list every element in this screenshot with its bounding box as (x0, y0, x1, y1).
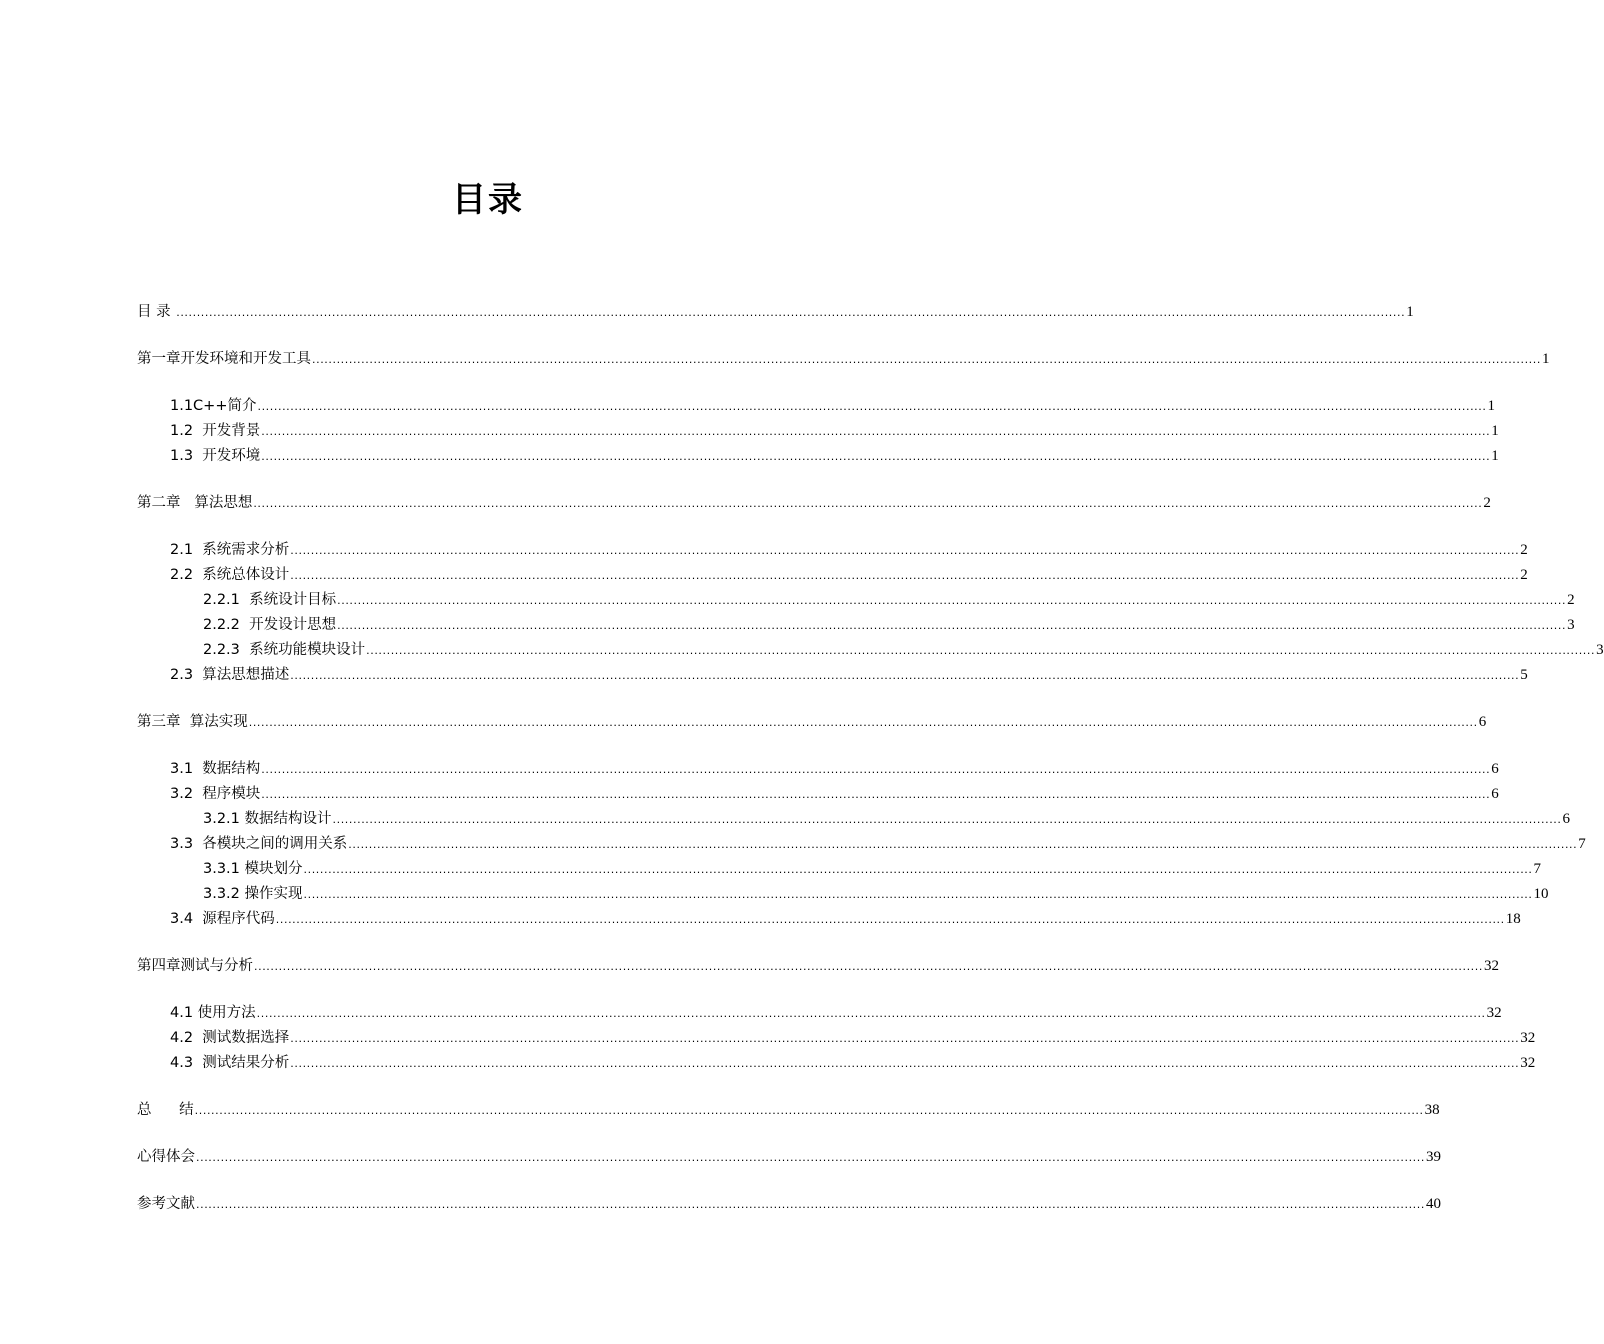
dot-leader: ............................................................................................................................................................................................................................................................................................................ (254, 960, 1483, 973)
toc-page-number: 18 (1505, 911, 1521, 927)
toc-page-number: 2 (1567, 592, 1575, 608)
toc-entry-3-2-1[interactable] (0, 808, 1570, 830)
toc-page-number: 32 (1483, 958, 1499, 974)
dot-leader: ............................................................................................................................................................................................................................................................................................................ (290, 544, 1520, 557)
toc-label: 1.3 开发环境 (170, 448, 261, 464)
toc-label: 4.1 使用方法 (170, 1005, 256, 1021)
toc-page-number: 5 (1520, 667, 1528, 683)
dot-leader: ............................................................................................................................................................................................................................................................................................................ (312, 353, 1541, 366)
toc-label: 参考文献 (137, 1196, 195, 1212)
toc-page-number: 2 (1520, 567, 1528, 583)
dot-leader: ............................................................................................................................................................................................................................................................................................................ (261, 450, 1491, 463)
dot-leader: ............................................................................................................................................................................................................................................................................................................ (253, 497, 1483, 510)
toc-page-number: 1 (1406, 304, 1414, 320)
toc-page-number: 7 (1578, 836, 1586, 852)
toc-entry-3-3-1[interactable] (0, 858, 1541, 880)
toc-entry-contents[interactable] (0, 301, 1414, 323)
toc-label: 3.3.1 模块划分 (203, 861, 303, 877)
toc-page-number: 40 (1425, 1196, 1441, 1212)
page-title: 目录 (452, 180, 524, 220)
toc-entry-3-1[interactable] (0, 758, 1499, 780)
toc-entry-1-2[interactable] (0, 420, 1499, 442)
toc-label: 3.3.2 操作实现 (203, 886, 303, 902)
toc-label: 1.1C++简介 (170, 398, 257, 414)
dot-leader: ............................................................................................................................................................................................................................................................................................................ (176, 306, 1406, 319)
toc-page-number: 1 (1487, 398, 1495, 414)
toc-label: 4.2 测试数据选择 (170, 1030, 290, 1046)
toc-label: 第一章开发环境和开发工具 (137, 351, 311, 367)
toc-entry-3-3-2[interactable] (0, 883, 1549, 905)
toc-entry-chapter-1[interactable] (0, 348, 1550, 370)
toc-label: 4.3 测试结果分析 (170, 1055, 290, 1071)
dot-leader: ............................................................................................................................................................................................................................................................................................................ (196, 1198, 1425, 1211)
toc-entry-2-2[interactable] (0, 564, 1528, 586)
toc-page-number: 10 (1533, 886, 1549, 902)
toc-entry-4-2[interactable] (0, 1027, 1536, 1049)
toc-page-number: 32 (1520, 1030, 1536, 1046)
toc-page-number: 3 (1567, 617, 1575, 633)
toc-entry-4-3[interactable] (0, 1052, 1536, 1074)
toc-label: 第四章测试与分析 (137, 958, 253, 974)
dot-leader: ............................................................................................................................................................................................................................................................................................................ (257, 400, 1487, 413)
toc-entry-3-2[interactable] (0, 783, 1499, 805)
toc-label: 1.2 开发背景 (170, 423, 261, 439)
toc-label: 2.3 算法思想描述 (170, 667, 290, 683)
toc-label: 3.3 各模块之间的调用关系 (170, 836, 348, 852)
dot-leader: ............................................................................................................................................................................................................................................................................................................ (366, 644, 1596, 657)
toc-label: 第三章 算法实现 (137, 714, 248, 730)
toc-label: 2.2.2 开发设计思想 (203, 617, 337, 633)
dot-leader: ............................................................................................................................................................................................................................................................................................................ (261, 763, 1491, 776)
toc-entry-summary[interactable] (0, 1099, 1440, 1121)
toc-label: 2.2.1 系统设计目标 (203, 592, 337, 608)
toc-entry-references[interactable] (0, 1193, 1441, 1215)
dot-leader: ............................................................................................................................................................................................................................................................................................................ (337, 619, 1567, 632)
toc-page-number: 2 (1520, 542, 1528, 558)
dot-leader: ............................................................................................................................................................................................................................................................................................................ (248, 716, 1478, 729)
toc-label: 目 录 (137, 304, 176, 320)
toc-entry-1-3[interactable] (0, 445, 1499, 467)
dot-leader: ............................................................................................................................................................................................................................................................................................................ (290, 1057, 1520, 1070)
toc-page-number: 6 (1478, 714, 1487, 730)
toc-label: 总 结 (137, 1102, 194, 1118)
toc-entry-2-1[interactable] (0, 539, 1528, 561)
dot-leader: ............................................................................................................................................................................................................................................................................................................ (290, 669, 1520, 682)
toc-page-number: 6 (1491, 761, 1499, 777)
toc-page-number: 32 (1520, 1055, 1536, 1071)
toc-entry-2-2-1[interactable] (0, 589, 1575, 611)
dot-leader: ............................................................................................................................................................................................................................................................................................................ (261, 788, 1491, 801)
dot-leader: ............................................................................................................................................................................................................................................................................................................ (332, 813, 1562, 826)
dot-leader: ............................................................................................................................................................................................................................................................................................................ (290, 1032, 1520, 1045)
toc-entry-3-4[interactable] (0, 908, 1521, 930)
toc-label: 心得体会 (137, 1149, 195, 1165)
toc-page-number: 7 (1533, 861, 1541, 877)
dot-leader: ............................................................................................................................................................................................................................................................................................................ (303, 888, 1533, 901)
toc-page-number: 1 (1491, 448, 1499, 464)
dot-leader: ............................................................................................................................................................................................................................................................................................................ (275, 913, 1505, 926)
toc-page-number: 3 (1596, 642, 1604, 658)
toc-page-number: 6 (1491, 786, 1499, 802)
toc-label: 3.2.1 数据结构设计 (203, 811, 332, 827)
toc-label: 2.2 系统总体设计 (170, 567, 290, 583)
toc-entry-1-1[interactable] (0, 395, 1495, 417)
toc-page-number: 39 (1425, 1149, 1441, 1165)
toc-label: 3.1 数据结构 (170, 761, 261, 777)
dot-leader: ............................................................................................................................................................................................................................................................................................................ (196, 1151, 1425, 1164)
toc-entry-3-3[interactable] (0, 833, 1586, 855)
dot-leader: ............................................................................................................................................................................................................................................................................................................ (303, 863, 1533, 876)
toc-page-number: 1 (1491, 423, 1499, 439)
toc-entry-chapter-4[interactable] (0, 955, 1499, 977)
dot-leader: ............................................................................................................................................................................................................................................................................................................ (194, 1104, 1424, 1117)
dot-leader: ............................................................................................................................................................................................................................................................................................................ (261, 425, 1491, 438)
toc-page-number: 2 (1483, 495, 1491, 511)
toc-label: 2.2.3 系统功能模块设计 (203, 642, 366, 658)
toc-entry-chapter-2[interactable] (0, 492, 1491, 514)
toc-entry-chapter-3[interactable] (0, 711, 1487, 733)
dot-leader: ............................................................................................................................................................................................................................................................................................................ (348, 838, 1578, 851)
toc-entry-2-2-3[interactable] (0, 639, 1604, 661)
toc-label: 3.2 程序模块 (170, 786, 261, 802)
toc-label: 2.1 系统需求分析 (170, 542, 290, 558)
toc-entry-4-1[interactable] (0, 1002, 1502, 1024)
toc-page-number: 38 (1424, 1102, 1440, 1118)
toc-page-number: 1 (1541, 351, 1550, 367)
toc-label: 3.4 源程序代码 (170, 911, 275, 927)
dot-leader: ............................................................................................................................................................................................................................................................................................................ (337, 594, 1567, 607)
toc-entry-2-3[interactable] (0, 664, 1528, 686)
toc-entry-reflections[interactable] (0, 1146, 1441, 1168)
toc-entry-2-2-2[interactable] (0, 614, 1575, 636)
dot-leader: ............................................................................................................................................................................................................................................................................................................ (290, 569, 1520, 582)
toc-page-number: 6 (1562, 811, 1570, 827)
dot-leader: ............................................................................................................................................................................................................................................................................................................ (256, 1007, 1486, 1020)
toc-label: 第二章 算法思想 (137, 495, 253, 511)
toc-page-number: 32 (1486, 1005, 1502, 1021)
